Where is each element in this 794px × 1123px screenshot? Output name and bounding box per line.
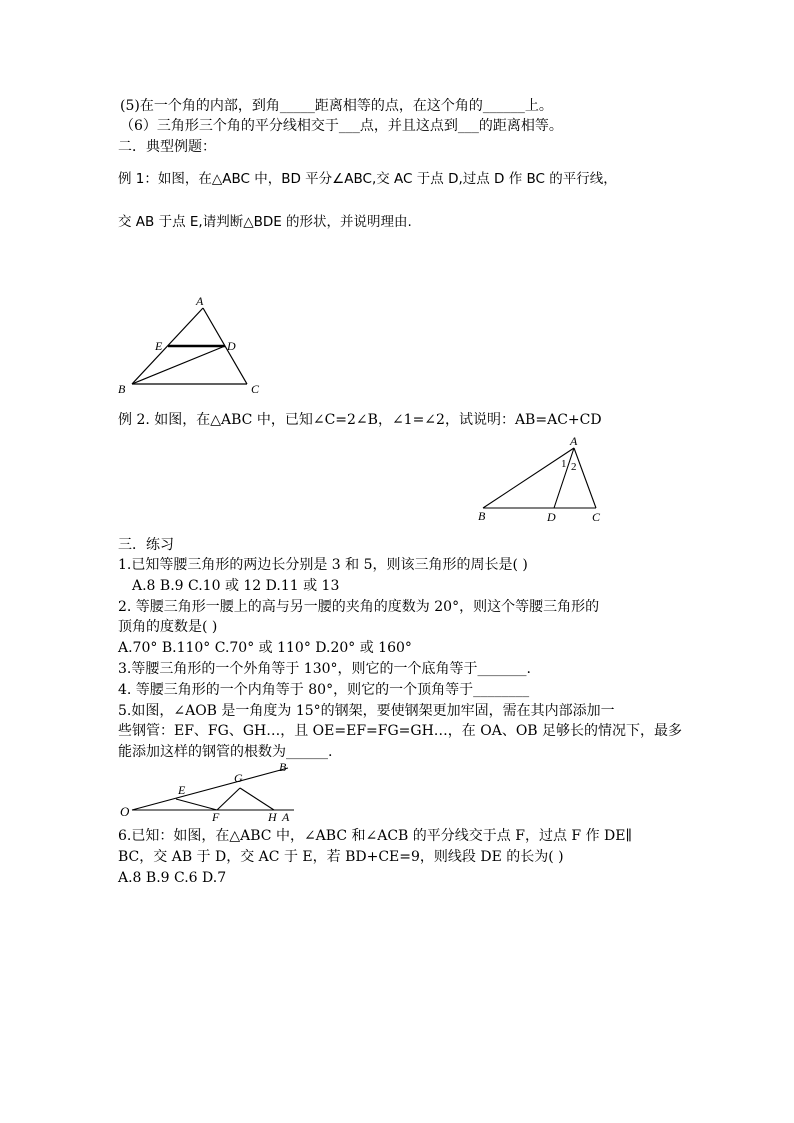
question-1-options: A.8 B.9 C.10 或 12 D.11 或 13 [132, 578, 340, 594]
question-1-text: 1.已知等腰三角形的两边长分别是 3 和 5，则该三角形的周长是( ) [118, 557, 528, 573]
label-o: O [120, 804, 130, 819]
angle-2-label: 2 [571, 461, 577, 473]
label-a: A [570, 434, 578, 448]
segment-fg [217, 788, 240, 810]
section-2-title: 二．典型例题： [118, 139, 216, 155]
question-6-options: A.8 B.9 C.6 D.7 [118, 870, 227, 886]
label-c: C [592, 510, 601, 524]
label-h: H [268, 810, 277, 824]
label-g: G [234, 771, 243, 785]
question-2-line-2: 顶角的度数是( ) [118, 619, 218, 635]
label-c: C [251, 382, 260, 396]
question-5-line-3: 能添加这样的钢管的根数为______. [118, 744, 333, 760]
label-d: D [227, 339, 236, 353]
label-d: D [547, 510, 556, 524]
question-2-options: A.70° B.110° C.70° 或 110° D.20° 或 160° [118, 640, 412, 656]
question-5-figure [116, 762, 306, 824]
example-1-line-2: 交 AB 于点 E,请判断△BDE 的形状，并说明理由. [118, 214, 412, 230]
question-5-line-1: 5.如图，∠AOB 是一角度为 15°的钢架，要使钢架更加牢固，需在其内部添加一 [118, 703, 615, 719]
label-e: E [155, 339, 163, 353]
example-2-text: 例 2. 如图，在△ABC 中，已知∠C=2∠B，∠1=∠2，试说明：AB=AC+CD [118, 412, 602, 428]
angle-1-label: 1 [561, 458, 567, 470]
steel-frame-diagram [116, 762, 306, 824]
segment-ac [574, 448, 596, 508]
example-1-line-1: 例 1：如图，在△ABC 中，BD 平分∠ABC,交 AC 于点 D,过点 D 作 BC 的平行线， [118, 171, 617, 187]
question-2-line-1: 2. 等腰三角形一腰上的高与另一腰的夹角的度数为 20°，则这个等腰三角形的 [118, 599, 600, 615]
label-a: A [196, 294, 204, 308]
segment-ef [176, 799, 217, 810]
example-2-figure [474, 434, 614, 528]
label-b: B [279, 760, 287, 774]
question-6-line-1: 6.已知：如图，在△ABC 中，∠ABC 和∠ACB 的平分线交于点 F，过点 F 作 DE∥ [118, 828, 632, 844]
example-1-triangle-diagram [116, 296, 266, 396]
review-item-6: （6）三角形三个角的平分线相交于___点，并且这点到___的距离相等。 [120, 118, 563, 134]
question-4-text: 4. 等腰三角形的一个内角等于 80°，则它的一个顶角等于________ [118, 682, 530, 698]
question-5-line-2: 些钢管：EF、FG、GH…，且 OE=EF=FG=GH…，在 OA、OB 足够长的情况下，最多 [118, 723, 683, 739]
segment-ad [554, 448, 574, 508]
segment-ab [483, 448, 574, 508]
question-3-text: 3.等腰三角形的一个外角等于 130°，则它的一个底角等于_______. [118, 661, 531, 677]
question-6-line-2: BC，交 AB 于 D，交 AC 于 E，若 BD+CE=9，则线段 DE 的长为( ) [118, 849, 564, 865]
label-b: B [478, 509, 486, 523]
label-b: B [118, 382, 126, 396]
segment-gh [240, 788, 274, 810]
review-item-5: (5)在一个角的内部，到角_____距离相等的点，在这个角的______上。 [120, 98, 553, 114]
label-e: E [178, 783, 186, 797]
section-3-title: 三．练习 [118, 537, 174, 553]
segment-bd [132, 346, 225, 384]
label-f: F [212, 810, 220, 824]
example-1-figure [116, 296, 266, 396]
label-a: A [282, 810, 290, 824]
